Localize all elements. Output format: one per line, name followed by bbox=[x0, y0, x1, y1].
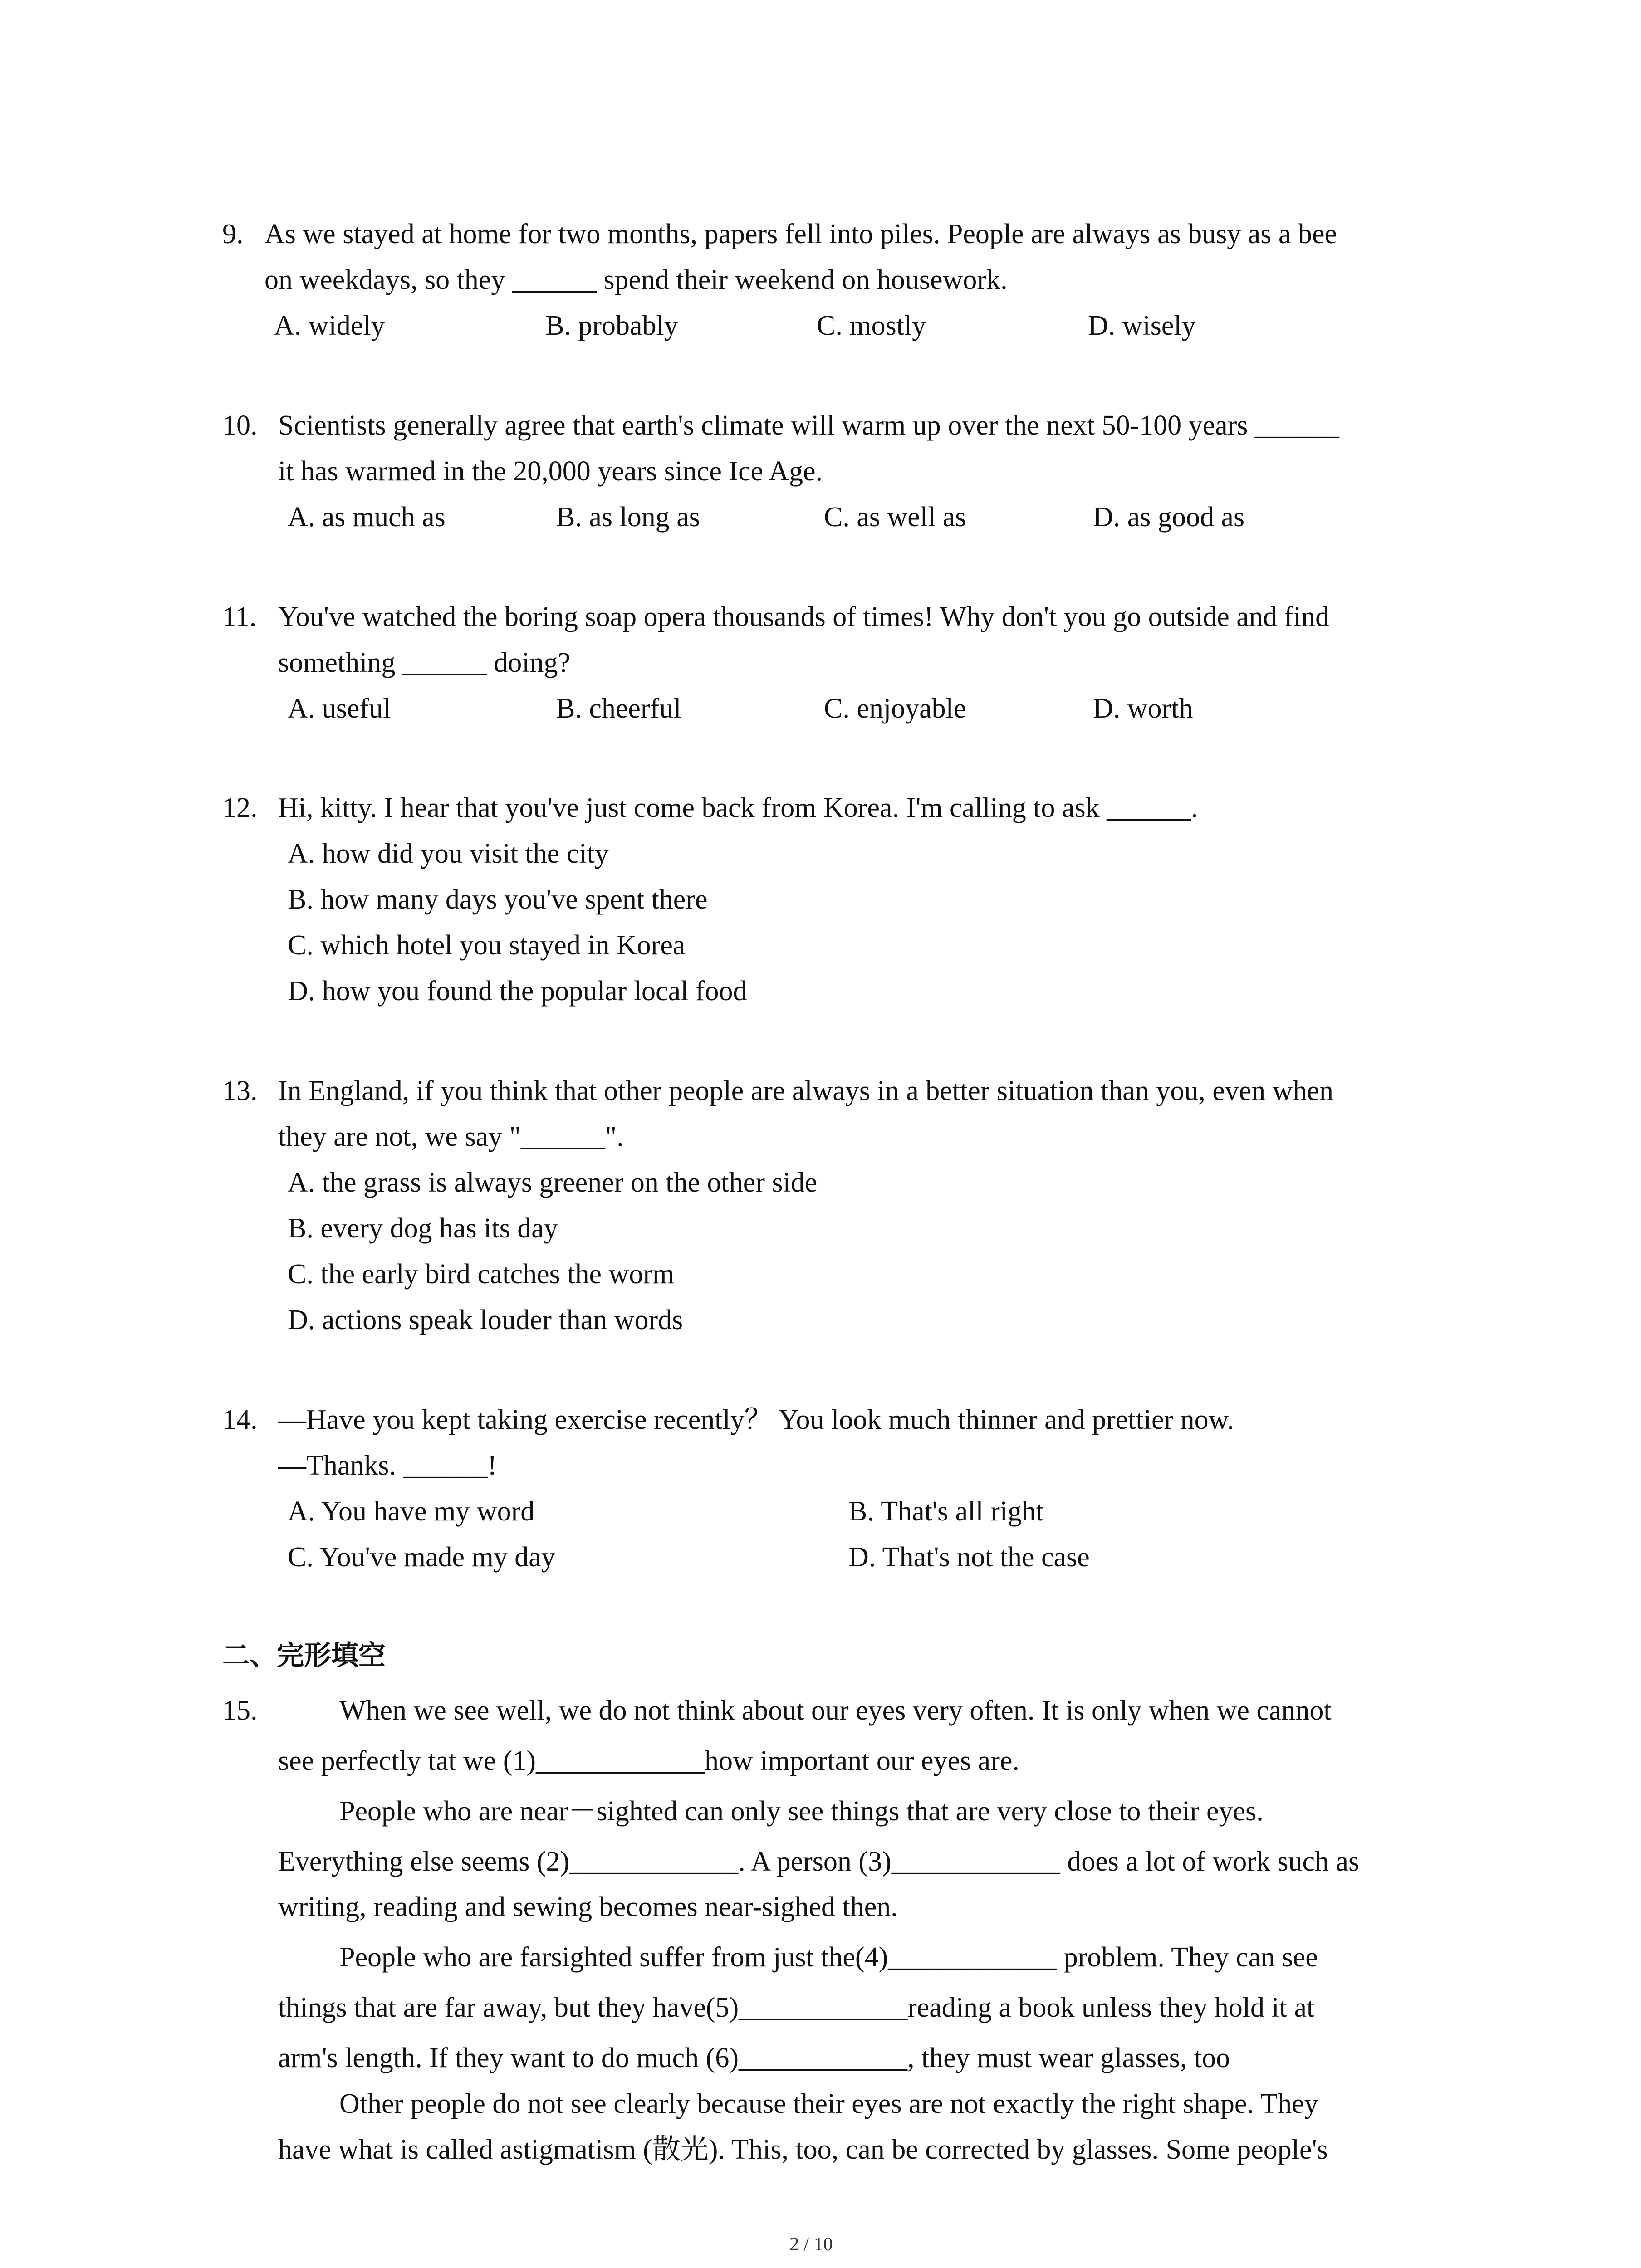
q15-line-10: have what is called astigmatism (散光). This, too, can be corrected by glasses. Some people's bbox=[278, 2134, 1328, 2165]
q11-line-2: something ______ doing? bbox=[278, 647, 571, 678]
q10-line-2: it has warmed in the 20,000 years since Ice Age. bbox=[278, 456, 823, 487]
q9-option-d: D. wisely bbox=[1088, 310, 1196, 341]
q14-line-2: —Thanks. ______! bbox=[278, 1450, 497, 1481]
q10-option-c: C. as well as bbox=[824, 502, 966, 533]
q10-number: 10. bbox=[222, 410, 258, 441]
q14-option-d: D. That's not the case bbox=[848, 1542, 1090, 1573]
q12-line-1: Hi, kitty. I hear that you've just come back from Korea. I'm calling to ask ______. bbox=[278, 792, 1198, 823]
q14-option-b: B. That's all right bbox=[848, 1496, 1044, 1527]
q10-option-b: B. as long as bbox=[556, 502, 700, 533]
q15-line-6: People who are farsighted suffer from just the(4)____________ problem. They can see bbox=[339, 1942, 1318, 1973]
q15-line-4: Everything else seems (2)____________. A person (3)____________ does a lot of work such as bbox=[278, 1846, 1360, 1877]
q11-line-1: You've watched the boring soap opera thousands of times! Why don't you go outside and find bbox=[278, 601, 1330, 632]
q15-line-2: see perfectly tat we (1)____________how important our eyes are. bbox=[278, 1745, 1019, 1776]
q9-option-b: B. probably bbox=[545, 310, 678, 341]
q9-number: 9. bbox=[222, 219, 244, 249]
q15-line-5: writing, reading and sewing becomes near-sighed then. bbox=[278, 1892, 898, 1922]
page-number: 2 / 10 bbox=[789, 2234, 833, 2255]
q14-number: 14. bbox=[222, 1404, 258, 1435]
q13-option-b: B. every dog has its day bbox=[288, 1213, 558, 1244]
q13-option-d: D. actions speak louder than words bbox=[288, 1305, 683, 1335]
q15-line-3: People who are near－sighted can only see things that are very close to their eyes. bbox=[339, 1796, 1264, 1827]
q13-line-2: they are not, we say "______". bbox=[278, 1121, 624, 1152]
q11-option-a: A. useful bbox=[288, 693, 391, 724]
q15-line-9: Other people do not see clearly because their eyes are not exactly the right shape. They bbox=[339, 2088, 1318, 2119]
q15-line-8: arm's length. If they want to do much (6)____________, they must wear glasses, too bbox=[278, 2043, 1230, 2073]
q13-option-a: A. the grass is always greener on the other side bbox=[288, 1167, 818, 1198]
q12-option-b: B. how many days you've spent there bbox=[288, 884, 708, 915]
q14-option-a: A. You have my word bbox=[288, 1496, 535, 1527]
q12-option-a: A. how did you visit the city bbox=[288, 838, 609, 869]
q9-option-a: A. widely bbox=[274, 310, 385, 341]
q12-option-d: D. how you found the popular local food bbox=[288, 976, 747, 1007]
q11-option-c: C. enjoyable bbox=[824, 693, 966, 724]
q9-line-1: As we stayed at home for two months, papers fell into piles. People are always as busy as a bee bbox=[265, 219, 1337, 249]
q15-line-1: When we see well, we do not think about our eyes very often. It is only when we cannot bbox=[339, 1695, 1332, 1726]
q15-line-7: things that are far away, but they have(5)____________reading a book unless they hold it at bbox=[278, 1992, 1315, 2023]
section-heading: 二、完形填空 bbox=[222, 1640, 386, 1672]
q10-option-d: D. as good as bbox=[1093, 502, 1245, 533]
q13-option-c: C. the early bird catches the worm bbox=[288, 1259, 675, 1290]
q14-option-c: C. You've made my day bbox=[288, 1542, 555, 1573]
q12-number: 12. bbox=[222, 792, 258, 823]
q10-option-a: A. as much as bbox=[288, 502, 446, 533]
q11-option-b: B. cheerful bbox=[556, 693, 681, 724]
q9-option-c: C. mostly bbox=[817, 310, 926, 341]
q12-option-c: C. which hotel you stayed in Korea bbox=[288, 930, 686, 961]
q14-line-1: —Have you kept taking exercise recently？ You look much thinner and prettier now. bbox=[278, 1404, 1234, 1435]
q11-number: 11. bbox=[222, 601, 257, 632]
q11-option-d: D. worth bbox=[1093, 693, 1193, 724]
q15-number: 15. bbox=[222, 1695, 258, 1726]
q9-line-2: on weekdays, so they ______ spend their weekend on housework. bbox=[265, 264, 1008, 295]
q13-line-1: In England, if you think that other people are always in a better situation than you, even when bbox=[278, 1075, 1334, 1106]
q10-line-1: Scientists generally agree that earth's climate will warm up over the next 50-100 years ______ bbox=[278, 410, 1339, 441]
q13-number: 13. bbox=[222, 1075, 258, 1106]
